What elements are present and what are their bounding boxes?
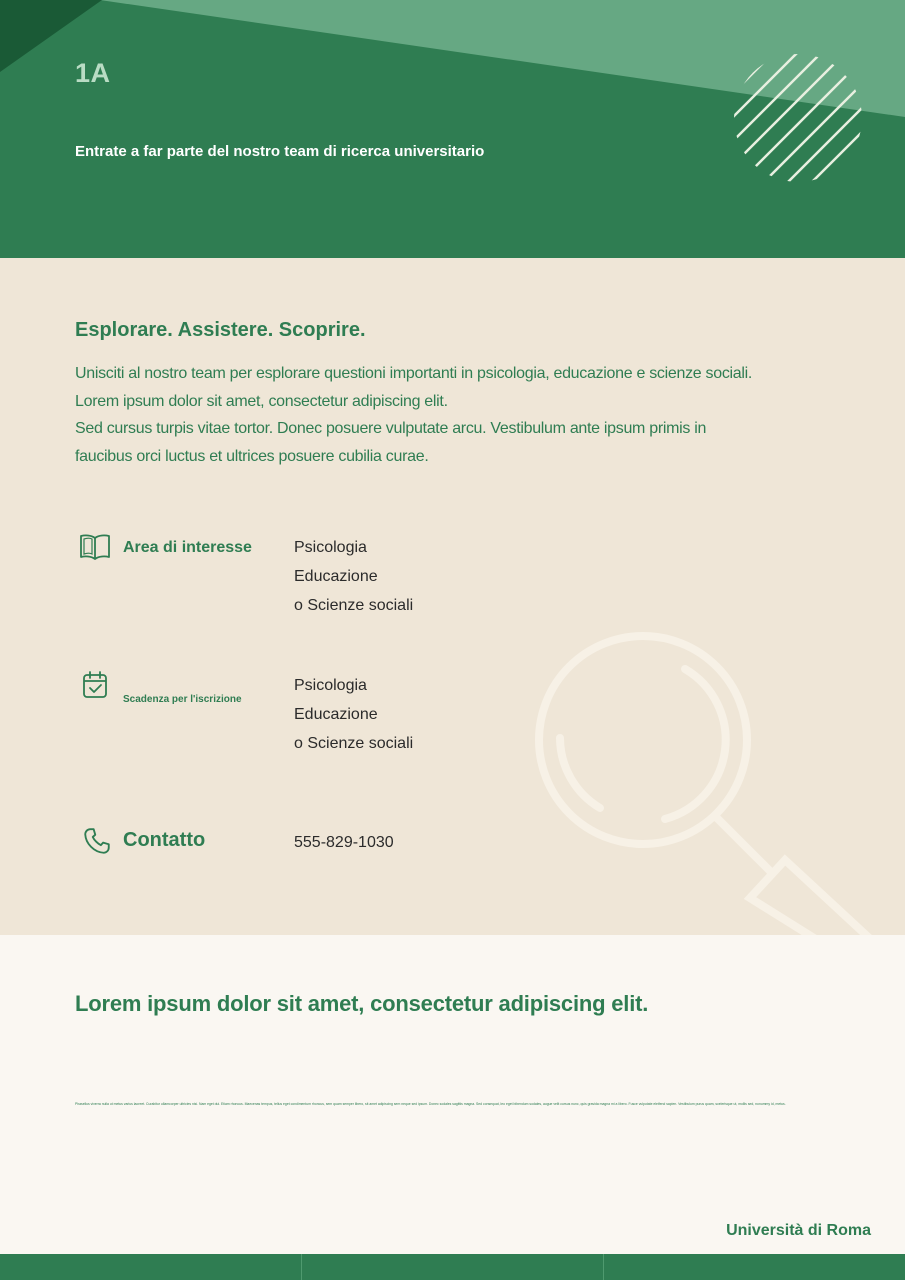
intro-line: Sed cursus turpis vitae tortor. Donec posuere vulputate arcu. Vestibulum ante ipsum primis in [75,420,707,437]
main-section [0,258,905,935]
info-label: Contatto [123,829,206,851]
header-light-wedge [100,0,905,117]
magnifier-icon [520,628,905,935]
info-value: Educazione [294,568,378,585]
university-name: Università di Roma [726,1222,871,1239]
intro-line: Unisciti al nostro team per esplorare questioni importanti in psicologia, educazione e scienze sociali. [75,365,753,382]
footer-segment [302,1254,604,1280]
footer-bar [0,1254,905,1280]
info-value: o Scienze sociali [294,597,414,614]
logo: 1A [75,58,111,88]
footer-segment [604,1254,905,1280]
info-value: Educazione [294,706,378,723]
book-icon [79,533,111,561]
intro-text [75,360,815,470]
contact-phone: 555-829-1030 [294,834,394,851]
info-value: o Scienze sociali [294,735,414,752]
intro-heading: Esplorare. Assistere. Scoprire. [75,319,366,341]
intro-line: faucibus orci luctus et ultrices posuere cubilia curae. [75,447,429,465]
info-value: Psicologia [294,539,367,556]
info-value: Psicologia [294,677,367,694]
info-values [294,828,394,857]
fine-print: Phasellus viverra nulla ut metus varius laoreet. Curabitur ullamcorper ultricies nisi. Nam eget dui. Etiam rhoncus. Maecenas tempus, tellus eget condimentum rhoncus, sem quam semper libero, sit amet adipiscing sem neque sed ipsum. Donec sodales sagittis magna. Sed consequat, leo eget bibendum sodales, augue velit cursus nunc, quis gravida magna mi a libero. Fusce vulputate eleifend sapien. Vestibulum purus quam, scelerisque ut, mollis sed, nonummy id, metus. [75,1102,786,1106]
intro-line: Lorem ipsum dolor sit amet, consectetur adipiscing elit. [75,392,448,410]
header-decoration [0,0,905,258]
calendar-check-icon [82,671,108,699]
info-values [294,533,413,620]
footer-segment [0,1254,302,1280]
header-banner [0,0,905,258]
info-label: Area di interesse [123,539,252,556]
info-values [294,671,413,758]
phone-icon [82,826,112,856]
header-subtitle: Entrate a far parte del nostro team di ricerca universitario [75,143,485,160]
lower-heading: Lorem ipsum dolor sit amet, consectetur adipiscing elit. [75,991,649,1016]
lower-section [0,935,905,1255]
info-label: Scadenza per l'iscrizione [123,694,242,705]
